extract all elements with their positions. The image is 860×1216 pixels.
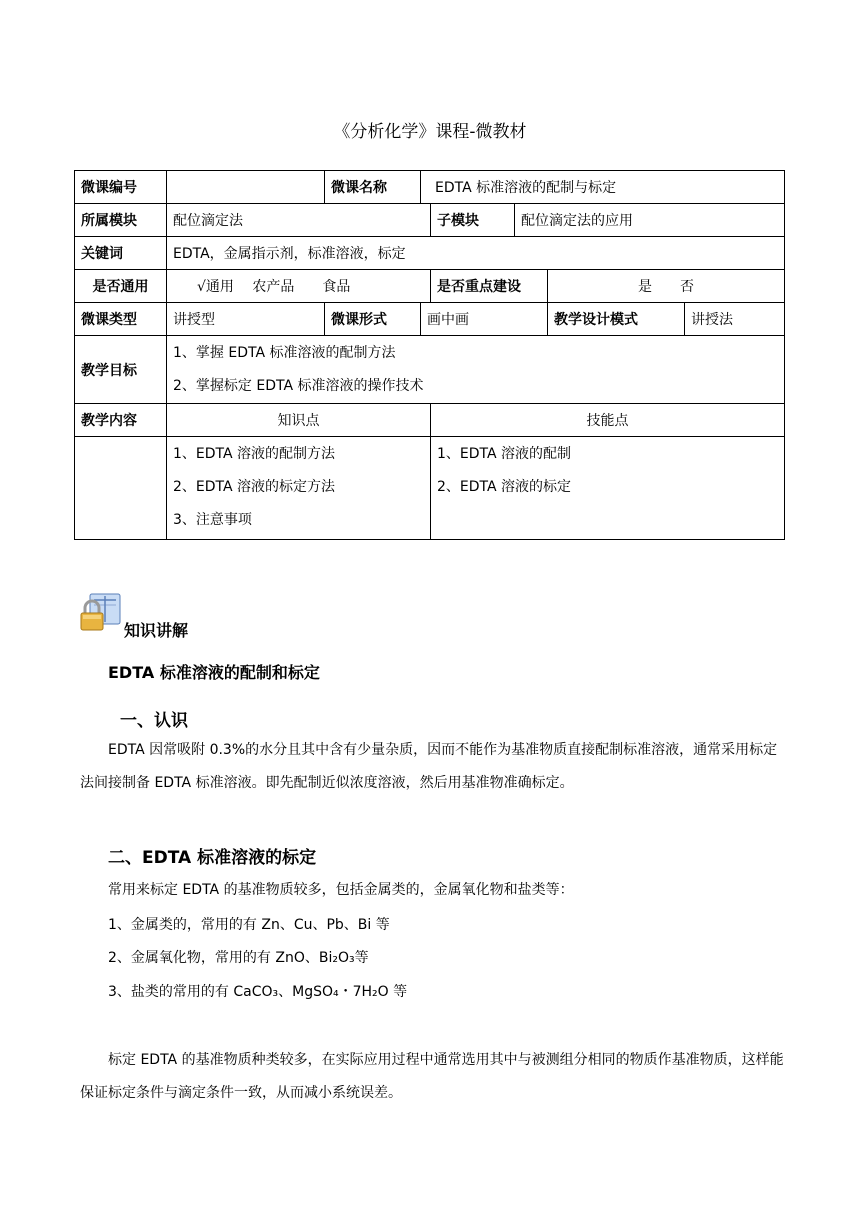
module-value: 配位滴定法 [167, 204, 431, 237]
submodule-value: 配位滴定法的应用 [515, 204, 785, 237]
type-value: 讲授型 [167, 303, 325, 336]
content-label: 教学内容 [75, 404, 167, 437]
course-info-table [74, 170, 785, 540]
list-item-metals: 1、金属类的，常用的有 Zn、Cu、Pb、Bi 等 [108, 917, 390, 933]
lock-document-icon [78, 590, 124, 636]
key-build-label: 是否重点建设 [431, 270, 548, 303]
document-title: 《分析化学》课程-微教材 [333, 122, 527, 142]
skill-header: 技能点 [431, 404, 785, 437]
row-content-points [75, 437, 785, 540]
paragraph-intro: EDTA 因常吸附 0.3%的水分且其中含有少量杂质，因而不能作为基准物质直接配制标准溶液，通常采用标定法间接制备 EDTA 标准溶液。即先配制近似浓度溶液，然后用基准物准确标定。 [80, 742, 778, 791]
row-type [75, 303, 785, 336]
design-label: 教学设计模式 [548, 303, 685, 336]
list-item-oxides: 2、金属氧化物，常用的有 ZnO、Bi₂O₃等 [108, 950, 369, 966]
row-keywords [75, 237, 785, 270]
main-heading: EDTA 标准溶液的配制和标定 [108, 663, 320, 682]
submodule-label: 子模块 [431, 204, 515, 237]
goal-list [167, 336, 785, 404]
knowledge-item: 3、注意事项 [173, 512, 252, 528]
row-general [75, 270, 785, 303]
code-label: 微课编号 [75, 171, 167, 204]
name-value: EDTA 标准溶液的配制与标定 [421, 171, 785, 204]
knowledge-list [167, 437, 431, 540]
module-label: 所属模块 [75, 204, 167, 237]
key-build-value: 是 否 [548, 270, 785, 303]
design-value: 讲授法 [685, 303, 785, 336]
paragraph-standards: 常用来标定 EDTA 的基准物质较多，包括金属类的，金属氧化物和盐类等： [108, 882, 574, 898]
row-goal [75, 336, 785, 404]
row-code-name [75, 171, 785, 204]
knowledge-item: 1、EDTA 溶液的配制方法 [173, 446, 336, 462]
heading-recognition: 一、认识 [120, 711, 188, 731]
skill-item: 2、EDTA 溶液的标定 [437, 479, 572, 495]
keywords-label: 关键词 [75, 237, 167, 270]
keywords-value: EDTA，金属指示剂，标准溶液，标定 [167, 237, 785, 270]
row-module [75, 204, 785, 237]
knowledge-section-header [78, 590, 378, 640]
skill-list [431, 437, 785, 540]
form-label: 微课形式 [325, 303, 421, 336]
knowledge-item: 2、EDTA 溶液的标定方法 [173, 479, 336, 495]
general-label: 是否通用 [75, 270, 167, 303]
code-value [167, 171, 325, 204]
row-content-header [75, 404, 785, 437]
section-title: 知识讲解 [124, 621, 189, 640]
general-value: √通用 农产品 食品 [167, 270, 431, 303]
goal-label: 教学目标 [75, 336, 167, 404]
goal-item: 2、掌握标定 EDTA 标准溶液的操作技术 [173, 377, 424, 394]
content-empty-cell [75, 437, 167, 540]
knowledge-header: 知识点 [167, 404, 431, 437]
name-label: 微课名称 [325, 171, 421, 204]
goal-item: 1、掌握 EDTA 标准溶液的配制方法 [173, 344, 396, 361]
type-label: 微课类型 [75, 303, 167, 336]
skill-item: 1、EDTA 溶液的配制 [437, 446, 572, 462]
list-item-salts: 3、盐类的常用的有 CaCO₃、MgSO₄・7H₂O 等 [108, 984, 408, 1000]
heading-calibration: 二、EDTA 标准溶液的标定 [108, 848, 317, 868]
form-value: 画中画 [421, 303, 548, 336]
paragraph-conclusion: 标定 EDTA 的基准物质种类较多，在实际应用过程中通常选用其中与被测组分相同的物质作基准物质，这样能保证标定条件与滴定条件一致，从而减小系统误差。 [80, 1052, 784, 1101]
